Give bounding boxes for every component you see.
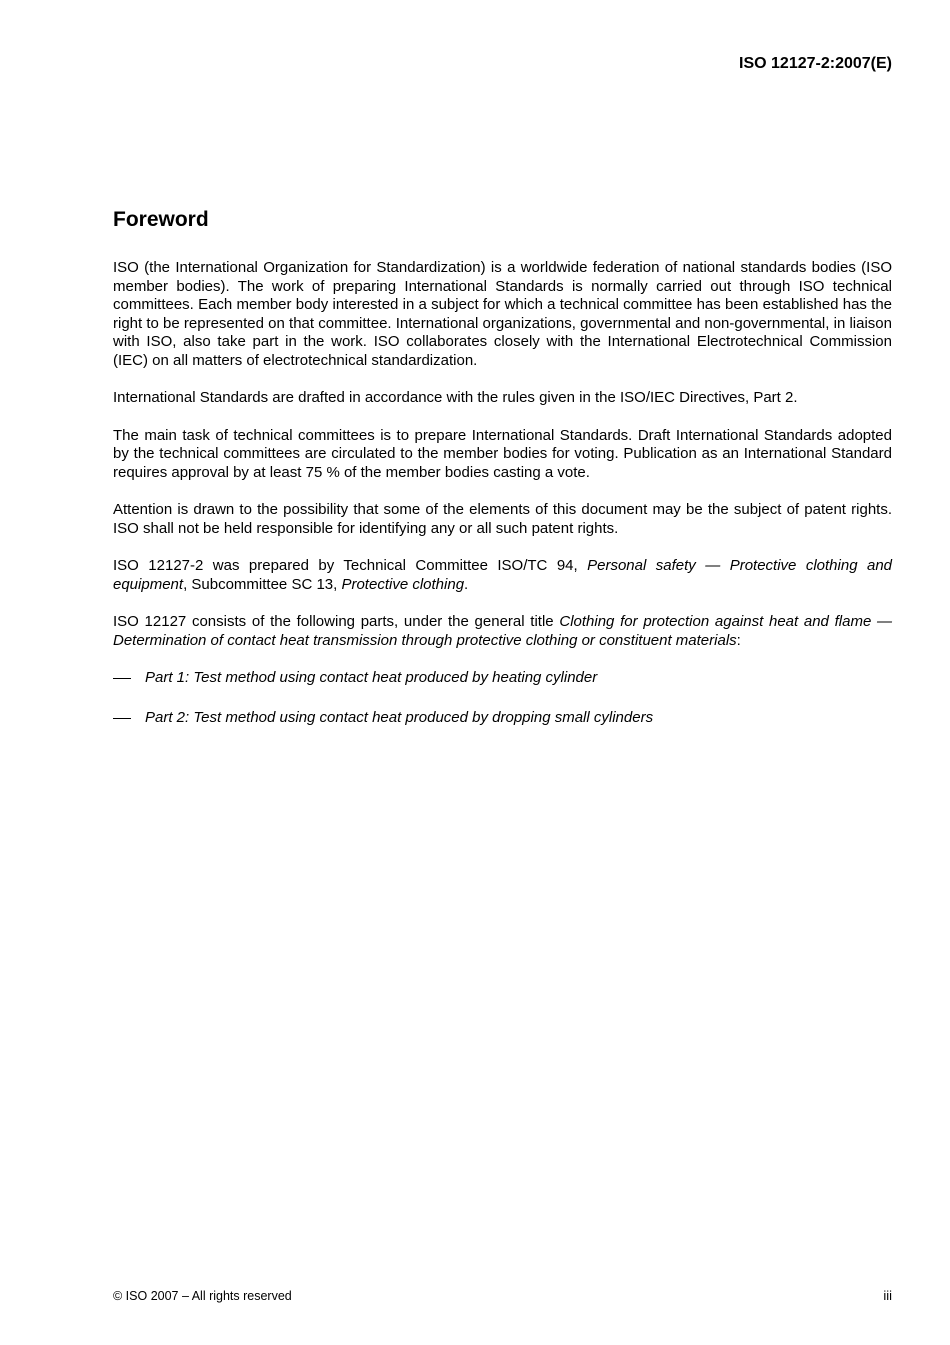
paragraph-patent-rights: Attention is drawn to the possibility that some of the elements of this document may be the subject of patent rights. ISO shall not be held responsible for identifying any or all such patent rights.	[113, 501, 892, 537]
subcommittee-title: Protective clothing	[341, 575, 465, 593]
copyright-notice: © ISO 2007 – All rights reserved	[113, 1289, 292, 1303]
general-title: Clothing for protection against heat and flame — Determination of contact heat transmission through protective clothing or constituent materials	[113, 613, 892, 649]
period-text: .	[464, 575, 469, 593]
paragraph-parts-intro	[113, 613, 892, 650]
list-item-text: Part 1: Test method using contact heat produced by heating cylinder	[145, 669, 598, 686]
paragraph-main-task: The main task of technical committees is to prepare International Standards. Draft International Standards adopted by the technical committees are circulated to the member bodies for voting. Publication as an International Standard requires approval by at least 75 % of the member bodies casting a vote.	[113, 426, 892, 481]
paragraph-iso-federation: ISO (the International Organization for Standardization) is a worldwide federation of national standards bodies (ISO member bodies). The work of preparing International Standards is normally carried out through ISO technical committees. Each member body interested in a subject for which a technical committee has been established has the right to be represented on that committee. International organizations, governmental and non-governmental, in liaison with ISO, also take part in the work. ISO collaborates closely with the International Electrotechnical Commission (IEC) on all matters of electrotechnical standardization.	[113, 259, 892, 369]
paragraph-directives: International Standards are drafted in accordance with the rules given in the ISO/IEC Directives, Part 2.	[113, 389, 798, 406]
committee-title: Personal safety — Protective clothing and equipment	[113, 557, 893, 593]
document-identifier: ISO 12127-2:2007(E)	[739, 55, 892, 72]
page-number: iii	[883, 1288, 892, 1303]
colon-text: :	[736, 631, 741, 649]
subcommittee-text: , Subcommittee SC 13,	[183, 575, 342, 593]
prepared-by-text: ISO 12127-2 was prepared by Technical Committee ISO/TC 94,	[113, 557, 588, 574]
parts-intro-text: ISO 12127 consists of the following parts, under the general title	[113, 613, 560, 630]
list-item	[113, 709, 892, 728]
list-item-text: Part 2: Test method using contact heat produced by dropping small cylinders	[145, 708, 654, 726]
list-item	[113, 669, 892, 688]
page-title: Foreword	[113, 208, 209, 231]
dash-bullet	[113, 718, 131, 719]
paragraph-prepared-by	[113, 557, 892, 594]
dash-bullet	[113, 678, 131, 679]
foreword-body	[113, 259, 892, 748]
